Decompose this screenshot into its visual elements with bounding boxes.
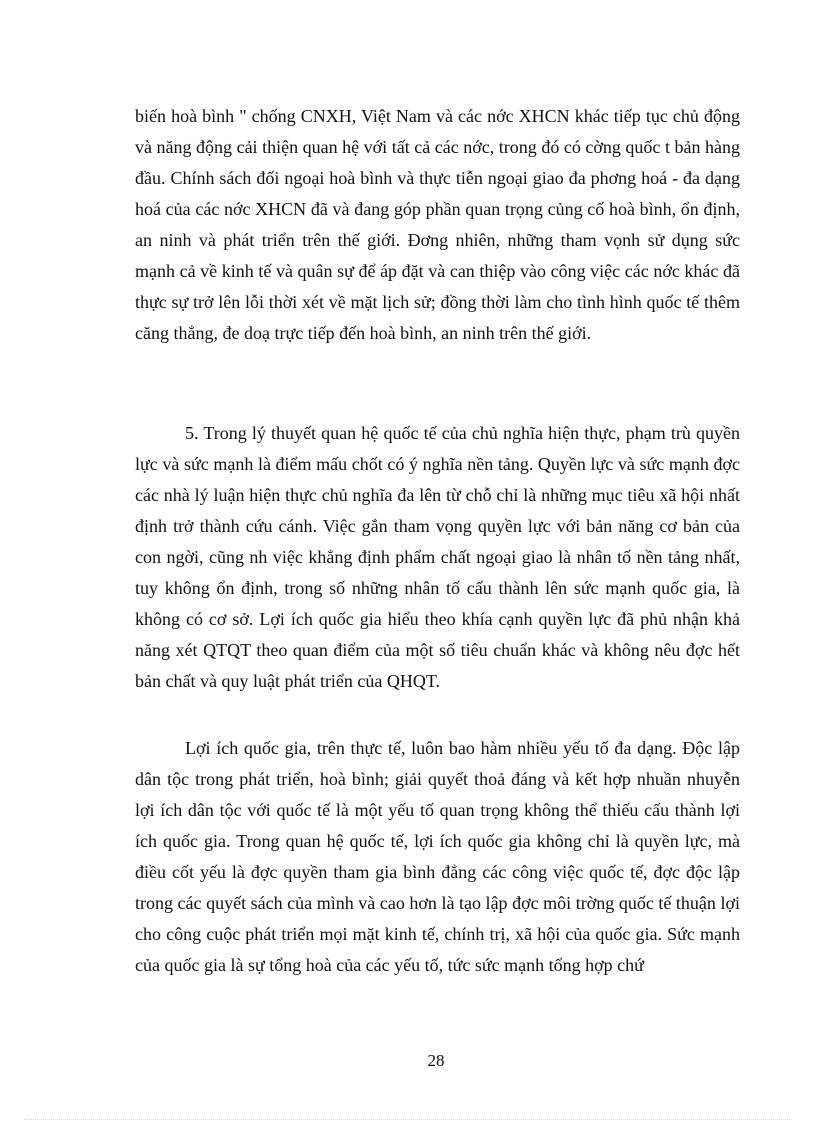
paragraph-3-text: Lợi ích quốc gia, trên thực tế, luôn bao hàm nhiều yếu tố đa dạng. Độc lập dân tộc trong phát triển, hoà bình; giải quyết thoả đáng và kết hợp nhuần nhuyễn lợi ích dân tộc với quốc tế là một yếu tố quan trọng không thể thiếu cấu thành lợi ích quốc gia. Trong quan hệ quốc tế, lợi ích quốc gia không chỉ là quyền lực, mà điều cốt yếu là đợc quyền tham gia bình đẳng các công việc quốc tế, đợc độc lập trong các quyết sách của mình và cao hơn là tạo lập đợc môi trờng quốc tế thuận lợi cho công cuộc phát triển mọi mặt kinh tế, chính trị, xã hội của quốc gia. Sức mạnh của quốc gia là sự tổng hoà của các yếu tố, tức sức mạnh tổng hợp chứ — [135, 738, 740, 975]
paragraph-continuation — [135, 101, 740, 349]
paragraph-section-5 — [135, 418, 740, 697]
page-number: 28 — [427, 1051, 445, 1070]
paragraph-2-text: 5. Trong lý thuyết quan hệ quốc tế của chủ nghĩa hiện thực, phạm trù quyền lực và sức mạnh là điểm mấu chốt có ý nghĩa nền tảng. Quyền lực và sức mạnh đợc các nhà lý luận hiện thực chủ nghĩa đa lên từ chỗ chỉ là những mục tiêu xã hội nhất định trở thành cứu cánh. Việc gắn tham vọng quyền lực với bản năng cơ bản của con ngời, cũng nh việc khẳng định phẩm chất ngoại giao là nhân tố nền tảng nhất, tuy không ổn định, trong số những nhân tố cấu thành lên sức mạnh quốc gia, là không có cơ sở. Lợi ích quốc gia hiểu theo khía cạnh quyền lực đã phủ nhận khả năng xét QTQT theo quan điểm của một số tiêu chuẩn khác và không nêu đợc hết bản chất và quy luật phát triển của QHQT. — [135, 423, 740, 691]
page-bottom-divider — [24, 1119, 792, 1120]
paragraph-national-interest — [135, 733, 740, 981]
paragraph-1-text: biến hoà bình " chống CNXH, Việt Nam và các nớc XHCN khác tiếp tục chủ động và năng động cải thiện quan hệ với tất cả các nớc, trong đó có cờng quốc t bản hàng đầu. Chính sách đối ngoại hoà bình và thực tiễn ngoại giao đa phơng hoá - đa dạng hoá của các nớc XHCN đã và đang góp phần quan trọng củng cố hoà bình, ổn định, an ninh và phát triển trên thế giới. Đơng nhiên, những tham vọnh sử dụng sức mạnh cả về kinh tế và quân sự để áp đặt và can thiệp vào công việc các nớc khác đã thực sự trở lên lỗi thời xét về mặt lịch sử; đồng thời làm cho tình hình quốc tế thêm căng thẳng, đe doạ trực tiếp đến hoà bình, an ninh trên thế giới. — [135, 106, 740, 343]
